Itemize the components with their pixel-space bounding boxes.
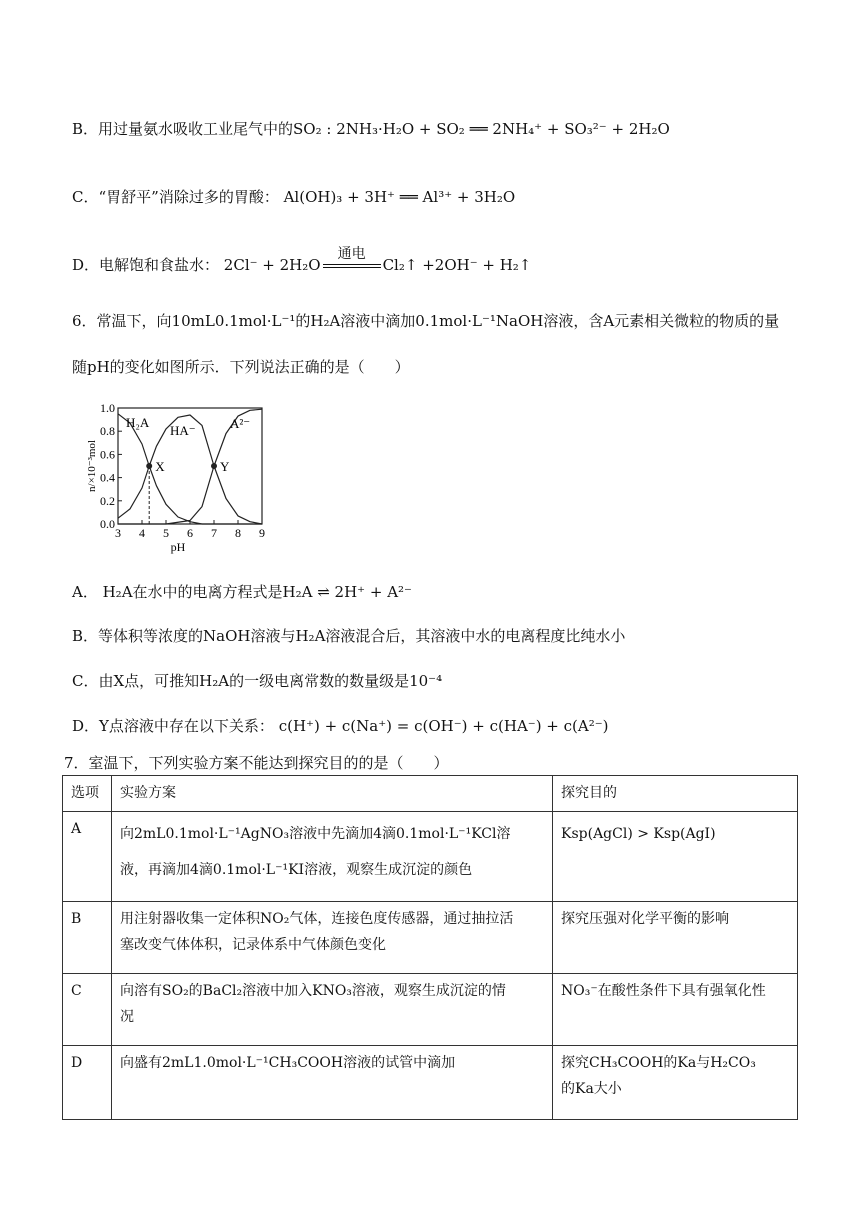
row-option: D xyxy=(63,1045,112,1119)
option-d-left: 电解饱和食盐水： 2Cl⁻ + 2H₂O xyxy=(99,256,321,274)
series-label-0: H₂A xyxy=(126,415,150,430)
q6-option-d: D．Y点溶液中存在以下关系： c(H⁺) + c(Na⁺) = c(OH⁻) + c(HA⁻) + c(A²⁻) xyxy=(72,717,609,735)
q7-stem: 7．室温下，下列实验方案不能达到探究目的的是（ ） xyxy=(64,754,449,772)
y-tick-label: 0.6 xyxy=(100,447,115,462)
row-option: B xyxy=(63,901,112,973)
option-d-right: Cl₂↑ +2OH⁻ + H₂↑ xyxy=(382,256,532,274)
series-label-2: A²⁻ xyxy=(230,416,251,431)
table-header-row xyxy=(63,776,798,812)
y-axis-label: n/×10⁻³mol xyxy=(86,440,98,492)
option-b xyxy=(72,118,670,139)
row-goal xyxy=(553,1045,798,1119)
species-distribution-chart xyxy=(84,396,284,558)
row-plan-line1: 向溶有SO₂的BaCl₂溶液中加入KNO₃溶液，观察生成沉淀的情 xyxy=(120,982,506,999)
row-goal: Ksp(AgCl) > Ksp(AgI) xyxy=(553,811,798,901)
row-plan-line2: 况 xyxy=(120,1009,134,1026)
header-goal: 探究目的 xyxy=(553,776,798,812)
x-tick-label: 8 xyxy=(235,526,241,540)
electrolysis-arrow xyxy=(323,246,381,271)
x-tick-label: 6 xyxy=(187,526,193,540)
y-tick-label: 0.0 xyxy=(100,517,115,531)
x-tick-label: 9 xyxy=(259,526,265,540)
q6-stem-line2: 随pH的变化如图所示．下列说法正确的是（ ） xyxy=(72,358,410,376)
row-goal-line2: 的Ka大小 xyxy=(561,1081,622,1098)
experiment-table xyxy=(62,775,798,1120)
option-b-letter: B． xyxy=(72,120,99,138)
row-plan xyxy=(112,901,553,973)
option-c xyxy=(72,186,515,207)
row-plan-line1: 向2mL0.1mol·L⁻¹AgNO₃溶液中先滴加4滴0.1mol·L⁻¹KCl溶 xyxy=(120,825,511,842)
y-tick-label: 0.8 xyxy=(100,424,115,439)
q6-option-a: A． H₂A在水中的电离方程式是H₂A ⇌ 2H⁺ + A²⁻ xyxy=(72,583,412,601)
series-label-1: HA⁻ xyxy=(170,423,196,438)
electrolysis-condition: 通电 xyxy=(337,246,366,262)
q6-stem-line1: 6．常温下，向10mL0.1mol·L⁻¹的H₂A溶液中滴加0.1mol·L⁻¹NaOH溶液，含A元素相关微粒的物质的量 xyxy=(72,312,780,330)
option-b-text: 用过量氨水吸收工业尾气中的SO₂ : 2NH₃·H₂O + SO₂ ══ 2NH₄⁺ + SO₃²⁻ + 2H₂O xyxy=(98,120,670,138)
q6-option-b: B．等体积等浓度的NaOH溶液与H₂A溶液混合后，其溶液中水的电离程度比纯水小 xyxy=(72,627,626,645)
row-goal-line1: 探究CH₃COOH的Ka与H₂CO₃ xyxy=(561,1054,756,1071)
row-plan-line2: 塞改变气体体积，记录体系中气体颜色变化 xyxy=(120,937,386,954)
option-d-letter: D． xyxy=(72,256,100,274)
point-Y xyxy=(211,463,217,469)
option-d xyxy=(72,246,532,275)
table-row xyxy=(63,973,798,1045)
row-plan: 向盛有2mL1.0mol·L⁻¹CH₃COOH溶液的试管中滴加 xyxy=(112,1045,553,1119)
table-row xyxy=(63,1045,798,1119)
row-option: C xyxy=(63,973,112,1045)
row-goal: 探究压强对化学平衡的影响 xyxy=(553,901,798,973)
x-axis-label: pH xyxy=(170,540,186,554)
y-tick-label: 0.2 xyxy=(100,493,115,508)
row-plan-line2: 液，再滴加4滴0.1mol·L⁻¹KI溶液，观察生成沉淀的颜色 xyxy=(120,861,473,878)
x-tick-label: 5 xyxy=(163,526,169,540)
header-plan: 实验方案 xyxy=(112,776,553,812)
row-plan xyxy=(112,973,553,1045)
y-tick-label: 0.4 xyxy=(100,470,115,485)
option-c-letter: C． xyxy=(72,188,99,206)
table-row xyxy=(63,811,798,901)
point-label-Y: Y xyxy=(220,459,230,474)
row-plan-line1: 用注射器收集一定体积NO₂气体，连接色度传感器，通过抽拉活 xyxy=(120,910,514,927)
row-plan xyxy=(112,811,553,901)
point-label-X: X xyxy=(155,459,165,474)
row-goal: NO₃⁻在酸性条件下具有强氧化性 xyxy=(553,973,798,1045)
option-c-text: “胃舒平”消除过多的胃酸： Al(OH)₃ + 3H⁺ ══ Al³⁺ + 3H₂O xyxy=(98,188,516,206)
x-tick-label: 3 xyxy=(115,526,121,540)
header-option: 选项 xyxy=(63,776,112,812)
x-tick-label: 4 xyxy=(139,526,145,540)
y-tick-label: 1.0 xyxy=(100,401,115,415)
x-tick-label: 7 xyxy=(211,526,217,540)
q6-option-c: C．由X点，可推知H₂A的一级电离常数的数量级是10⁻⁴ xyxy=(72,672,443,690)
row-option: A xyxy=(63,811,112,901)
table-row xyxy=(63,901,798,973)
